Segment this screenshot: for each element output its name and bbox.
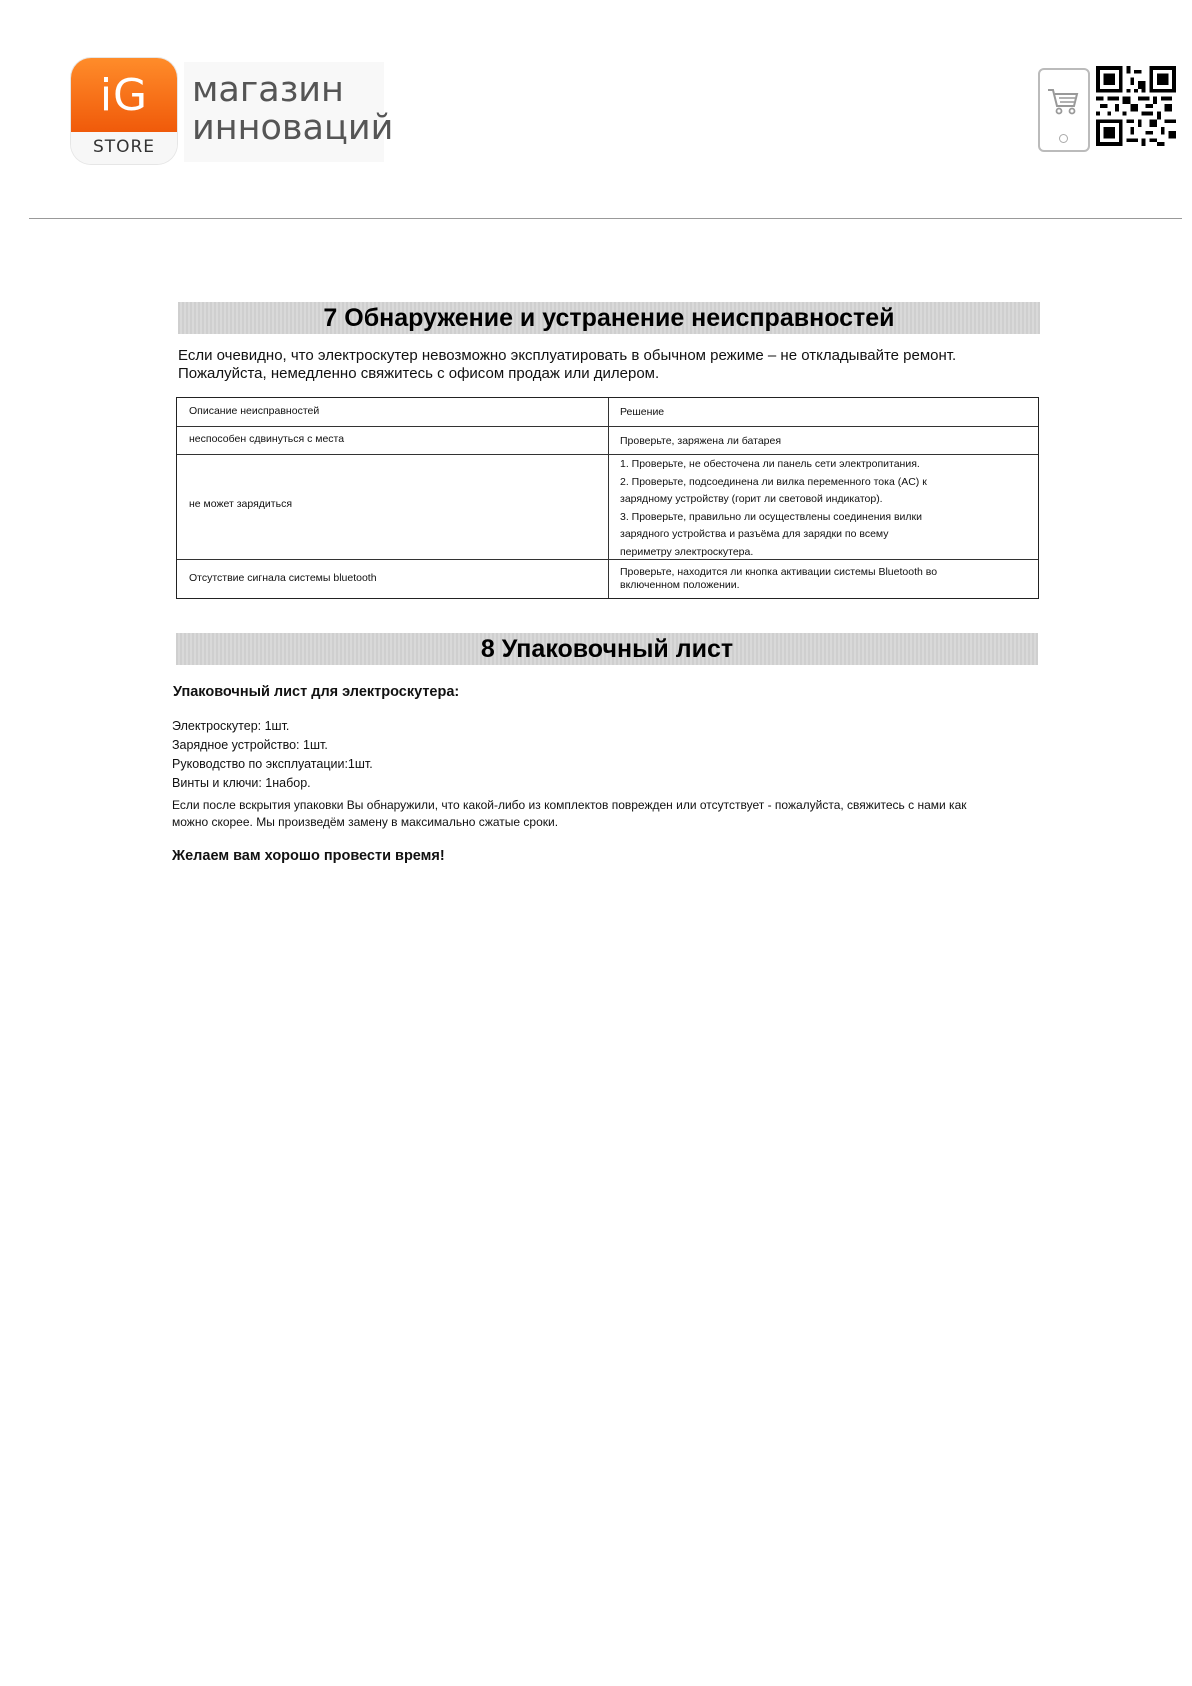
intro-line-1: Если очевидно, что электроскутер невозможно эксплуатировать в обычном режиме – не откладывайте ремонт. bbox=[178, 347, 957, 364]
solution-line: Проверьте, находится ли кнопка активации системы Bluetooth во bbox=[620, 566, 938, 578]
phone-cart-icon bbox=[1038, 68, 1090, 152]
section-8-band bbox=[176, 633, 1038, 665]
solution-line: зарядного устройства и разъёма для зарядки по всему bbox=[620, 528, 889, 540]
row-3-problem: Отсутствие сигнала системы bluetooth bbox=[189, 572, 377, 584]
row-divider bbox=[177, 426, 1038, 427]
packing-heading: Упаковочный лист для электроскутера: bbox=[173, 684, 460, 700]
solution-line: периметру электроскутера. bbox=[620, 545, 754, 558]
solution-line: 2. Проверьте, подсоединена ли вилка переменного тока (AC) к bbox=[620, 475, 927, 488]
logo-main-text: iG bbox=[71, 58, 177, 132]
list-item: Электроскутер: 1шт. bbox=[172, 719, 290, 733]
list-item: Руководство по эксплуатации:1шт. bbox=[172, 757, 373, 771]
packing-note bbox=[172, 797, 1052, 831]
section-8-title: 8 Упаковочный лист bbox=[480, 635, 734, 663]
solution-line: зарядному устройству (горит ли световой индикатор). bbox=[620, 493, 883, 505]
qr-code-icon bbox=[1096, 66, 1176, 146]
row-1-solution: Проверьте, заряжена ли батарея bbox=[620, 435, 782, 447]
closing-wish: Желаем вам хорошо провести время! bbox=[172, 848, 445, 864]
row-2-solution bbox=[620, 456, 1030, 561]
column-divider bbox=[608, 398, 609, 598]
brand-line-2: инноваций bbox=[192, 108, 394, 148]
note-line-1: Если после вскрытия упаковки Вы обнаружили, что какой-либо из комплектов поврежден или отсутствует - пожалуйста, свяжитесь с нами как bbox=[172, 798, 967, 812]
solution-line: 3. Проверьте, правильно ли осуществлены соединения вилки bbox=[620, 510, 922, 523]
section-7-band bbox=[178, 302, 1040, 334]
intro-line-2: Пожалуйста, немедленно свяжитесь с офисом продаж или дилером. bbox=[178, 365, 660, 382]
troubleshooting-table bbox=[176, 397, 1039, 599]
section-7-intro bbox=[178, 347, 956, 383]
header-divider bbox=[29, 218, 1182, 219]
header-solution: Решение bbox=[620, 406, 665, 418]
cart-icon bbox=[1046, 84, 1080, 118]
note-line-2: можно скорее. Мы произведём замену в максимально сжатые сроки. bbox=[172, 815, 559, 829]
row-3-solution bbox=[620, 566, 1030, 592]
row-2-problem: не может зарядиться bbox=[189, 498, 293, 510]
solution-line: 1. Проверьте, не обесточена ли панель сети электропитания. bbox=[620, 458, 920, 470]
row-1-problem: неспособен сдвинуться с места bbox=[189, 433, 345, 445]
list-item: Зарядное устройство: 1шт. bbox=[172, 738, 328, 752]
row-divider bbox=[177, 454, 1038, 455]
header-problem: Описание неисправностей bbox=[189, 405, 320, 417]
brand-line-1: магазин bbox=[192, 70, 344, 110]
solution-line: включенном положении. bbox=[620, 579, 740, 591]
section-7-title: 7 Обнаружение и устранение неисправностей bbox=[323, 304, 895, 332]
store-logo bbox=[71, 58, 177, 164]
list-item: Винты и ключи: 1набор. bbox=[172, 776, 311, 790]
phone-home-button bbox=[1059, 134, 1068, 143]
logo-sub-text: STORE bbox=[71, 132, 177, 164]
packing-list bbox=[172, 717, 373, 793]
